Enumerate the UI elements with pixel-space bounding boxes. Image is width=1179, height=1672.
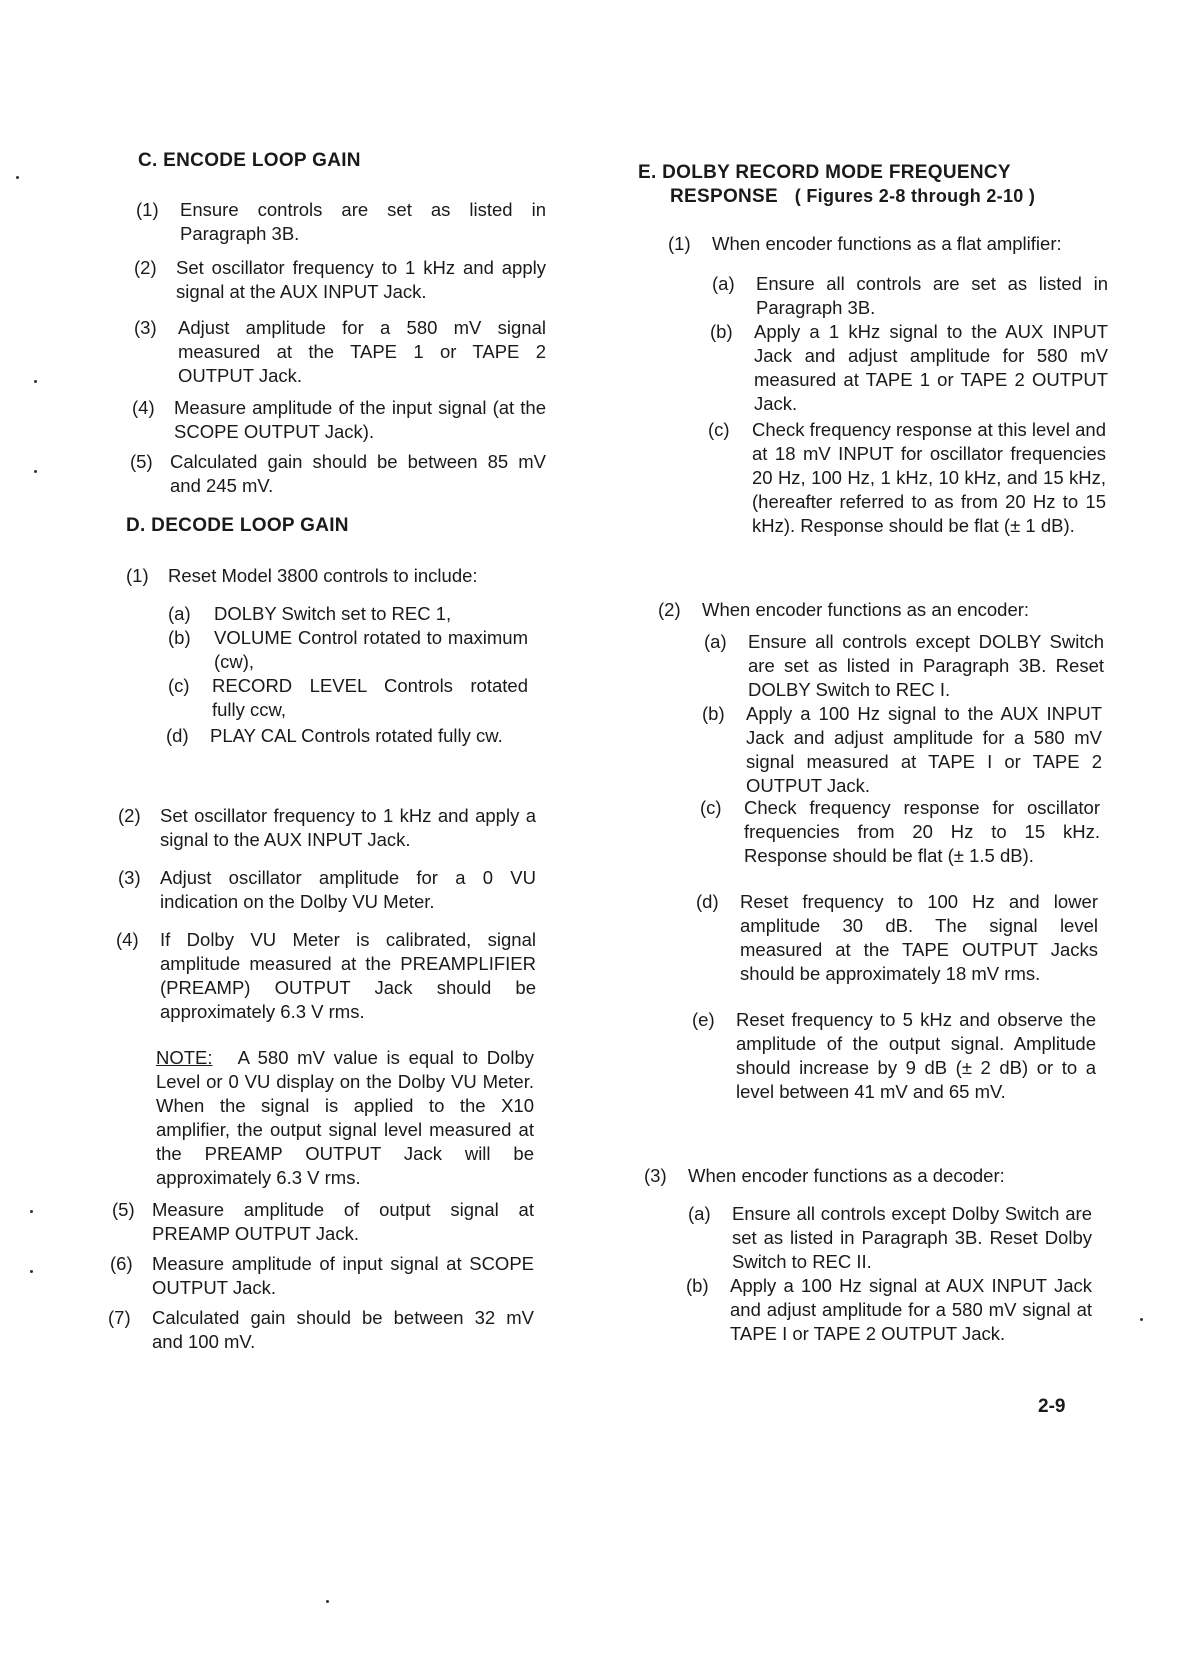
substep-text: RECORD LEVEL Controls rotated fully ccw, bbox=[212, 675, 528, 720]
substep-letter: (a) bbox=[688, 1203, 711, 1224]
substep-letter: (b) bbox=[702, 703, 725, 724]
section-c-title: C. ENCODE LOOP GAIN bbox=[138, 150, 361, 171]
step-text: When encoder functions as an encoder: bbox=[702, 599, 1030, 620]
substep-text: Check frequency response at this level and at 18 mV INPUT for oscillator frequencies 20 Hz, 100 Hz, 1 kHz, 10 kHz, and 15 kHz, (hereafter referred to as from 20 Hz to 15 kHz). Response should be flat (± 1 dB). bbox=[752, 419, 1106, 536]
list-item bbox=[658, 598, 1106, 622]
substep-text: Ensure all controls are set as listed in Paragraph 3B. bbox=[756, 273, 1108, 318]
substep-text: Ensure all controls except DOLBY Switch are set as listed in Paragraph 3B. Reset DOLBY Switch to REC I. bbox=[748, 631, 1104, 700]
sub-list-item bbox=[692, 1008, 1096, 1104]
step-number: (4) bbox=[132, 397, 155, 418]
page-number: 2-9 bbox=[1038, 1396, 1066, 1417]
substep-letter: (c) bbox=[168, 675, 190, 696]
sub-list-item bbox=[686, 1274, 1092, 1346]
substep-letter: (d) bbox=[696, 891, 719, 912]
step-text: Set oscillator frequency to 1 kHz and apply signal at the AUX INPUT Jack. bbox=[176, 257, 546, 302]
note-label: NOTE: bbox=[156, 1047, 213, 1068]
scan-speck bbox=[16, 176, 19, 179]
step-text: Calculated gain should be between 32 mV and 100 mV. bbox=[152, 1307, 534, 1352]
section-e-title-word: RESPONSE bbox=[670, 186, 778, 207]
step-number: (3) bbox=[118, 867, 141, 888]
step-number: (2) bbox=[658, 599, 681, 620]
sub-list-item bbox=[696, 890, 1098, 986]
substep-letter: (a) bbox=[704, 631, 727, 652]
scan-speck bbox=[1140, 1318, 1143, 1321]
substep-text: Apply a 100 Hz signal to the AUX INPUT Jack and adjust amplitude for a 580 mV signal measured at TAPE I or TAPE 2 OUTPUT Jack. bbox=[746, 703, 1102, 796]
step-number: (3) bbox=[134, 317, 157, 338]
list-item bbox=[134, 316, 546, 388]
scan-speck bbox=[30, 1270, 33, 1273]
substep-letter: (b) bbox=[686, 1275, 709, 1296]
step-number: (2) bbox=[134, 257, 157, 278]
substep-text: Ensure all controls except Dolby Switch are set as listed in Paragraph 3B. Reset Dolby Switch to REC II. bbox=[732, 1203, 1092, 1272]
substep-letter: (b) bbox=[710, 321, 733, 342]
step-number: (5) bbox=[130, 451, 153, 472]
substep-text: VOLUME Control rotated to maximum (cw), bbox=[214, 627, 528, 672]
sub-list-item bbox=[708, 418, 1106, 538]
list-item bbox=[130, 450, 546, 498]
substep-letter: (c) bbox=[708, 419, 730, 440]
substep-text: DOLBY Switch set to REC 1, bbox=[214, 603, 452, 624]
list-item bbox=[136, 198, 546, 246]
substep-letter: (c) bbox=[700, 797, 722, 818]
substep-text: PLAY CAL Controls rotated fully cw. bbox=[210, 725, 503, 746]
list-item bbox=[108, 1306, 534, 1354]
sub-list-item bbox=[704, 630, 1104, 702]
sub-list-item bbox=[168, 626, 528, 674]
step-text: Measure amplitude of input signal at SCOPE OUTPUT Jack. bbox=[152, 1253, 534, 1298]
note-text: A 580 mV value is equal to Dolby Level or 0 VU display on the Dolby VU Meter. When the signal is applied to the X10 amplifier, the output signal level measured at the PREAMP OUTPUT Jack will be approximately 6.3 V rms. bbox=[156, 1047, 534, 1188]
substep-text: Check frequency response for oscillator frequencies from 20 Hz to 15 kHz. Response should be flat (± 1.5 dB). bbox=[744, 797, 1100, 866]
sub-list-item bbox=[168, 602, 528, 626]
substep-letter: (e) bbox=[692, 1009, 715, 1030]
substep-text: Apply a 1 kHz signal to the AUX INPUT Jack and adjust amplitude for 580 mV measured at TAPE 1 or TAPE 2 OUTPUT Jack. bbox=[754, 321, 1108, 414]
step-text: Measure amplitude of output signal at PREAMP OUTPUT Jack. bbox=[152, 1199, 534, 1244]
scan-speck bbox=[326, 1600, 329, 1603]
sub-list-item bbox=[712, 272, 1108, 320]
step-text: Ensure controls are set as listed in Paragraph 3B. bbox=[180, 199, 546, 244]
step-number: (1) bbox=[668, 233, 691, 254]
substep-text: Apply a 100 Hz signal at AUX INPUT Jack and adjust amplitude for a 580 mV signal at TAPE I or TAPE 2 OUTPUT Jack. bbox=[730, 1275, 1092, 1344]
list-item bbox=[116, 928, 536, 1024]
step-number: (6) bbox=[110, 1253, 133, 1274]
list-item bbox=[644, 1164, 1094, 1188]
step-text: When encoder functions as a flat amplifier: bbox=[712, 233, 1062, 254]
step-text: If Dolby VU Meter is calibrated, signal amplitude measured at the PREAMPLIFIER (PREAMP) OUTPUT Jack should be approximately 6.3 V rms. bbox=[160, 929, 536, 1022]
substep-letter: (a) bbox=[168, 603, 191, 624]
step-text: Set oscillator frequency to 1 kHz and apply a signal to the AUX INPUT Jack. bbox=[160, 805, 536, 850]
substep-text: Reset frequency to 100 Hz and lower amplitude 30 dB. The signal level measured at the TAPE OUTPUT Jacks should be approximately 18 mV rms. bbox=[740, 891, 1098, 984]
list-item bbox=[118, 866, 536, 914]
step-number: (4) bbox=[116, 929, 139, 950]
note-block bbox=[156, 1046, 534, 1190]
step-text: Reset Model 3800 controls to include: bbox=[168, 565, 478, 586]
step-text: Adjust oscillator amplitude for a 0 VU indication on the Dolby VU Meter. bbox=[160, 867, 536, 912]
step-text: When encoder functions as a decoder: bbox=[688, 1165, 1005, 1186]
scan-speck bbox=[34, 470, 37, 473]
step-number: (7) bbox=[108, 1307, 131, 1328]
list-item bbox=[134, 256, 546, 304]
scan-speck bbox=[30, 1210, 33, 1213]
sub-list-item bbox=[688, 1202, 1092, 1274]
list-item bbox=[668, 232, 1108, 256]
sub-list-item bbox=[702, 702, 1102, 798]
substep-letter: (a) bbox=[712, 273, 735, 294]
list-item bbox=[126, 564, 546, 588]
figure-reference: ( Figures 2-8 through 2-10 ) bbox=[794, 186, 1036, 206]
section-d-title: D. DECODE LOOP GAIN bbox=[126, 515, 349, 536]
list-item bbox=[110, 1252, 534, 1300]
substep-text: Reset frequency to 5 kHz and observe the amplitude of the output signal. Amplitude should increase by 9 dB (± 2 dB) or to a level between 41 mV and 65 mV. bbox=[736, 1009, 1096, 1102]
step-text: Adjust amplitude for a 580 mV signal measured at the TAPE 1 or TAPE 2 OUTPUT Jack. bbox=[178, 317, 546, 386]
step-number: (3) bbox=[644, 1165, 667, 1186]
list-item bbox=[112, 1198, 534, 1246]
step-number: (5) bbox=[112, 1199, 135, 1220]
step-text: Measure amplitude of the input signal (at the SCOPE OUTPUT Jack). bbox=[174, 397, 546, 442]
sub-list-item bbox=[166, 724, 526, 748]
list-item bbox=[132, 396, 546, 444]
sub-list-item bbox=[168, 674, 528, 722]
step-number: (2) bbox=[118, 805, 141, 826]
step-number: (1) bbox=[126, 565, 149, 586]
step-number: (1) bbox=[136, 199, 159, 220]
section-e-title-line2 bbox=[670, 186, 1035, 208]
sub-list-item bbox=[700, 796, 1100, 868]
substep-letter: (b) bbox=[168, 627, 191, 648]
list-item bbox=[118, 804, 536, 852]
substep-letter: (d) bbox=[166, 725, 189, 746]
sub-list-item bbox=[710, 320, 1108, 416]
section-e-title: E. DOLBY RECORD MODE FREQUENCY bbox=[638, 162, 1011, 183]
step-text: Calculated gain should be between 85 mV and 245 mV. bbox=[170, 451, 546, 496]
scan-speck bbox=[34, 380, 37, 383]
